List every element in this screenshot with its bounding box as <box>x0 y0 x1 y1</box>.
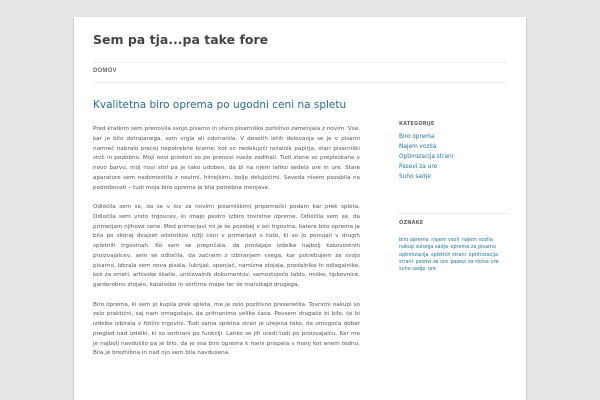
category-link[interactable]: Pasovi za ure <box>399 164 438 170</box>
categories-widget-title: KATEGORIJE <box>399 121 435 127</box>
tag-link[interactable]: nakup suhega sadja <box>399 244 448 251</box>
page-container <box>74 17 526 400</box>
tag-link[interactable]: ure <box>427 266 436 273</box>
site-title[interactable]: Sem pa tja...pa take fore <box>93 32 269 47</box>
post-paragraph: Pred kratkim sem prenovila svojo pisarno in staro pisarniško pohištvo zamenjala z novim. Vse, kar je bilo dotrajanega, sem vrgla ali odstranila. V desetih letih delovanja se je v pisarni namreč nabralo precej nepotrebne krame, kot so nedelujoči rezalnik papirja, stari pisarniški stoli in podobno. Moji novi prostori so po prenovi sveže zadihali. Tudi stene so prepleskane v novo barvo, moj novi stol pa je tako udoben, da bi na njem lahko sedela ure in ure. Stare aparature sem nadomestila z novimi, hitrejšimi, bolje delujočimi. Seveda nisem pozabila na podrobnosti – tudi moja biro oprema je bila potrebna menjave. <box>93 126 360 191</box>
post-paragraph: Biro oprema, ki sem jo kupila prek spleta, me je zelo pozitivno presenetila. Tovrstni nakupi so zelo praktični, saj nam omogočajo, da prihranimo veliko časa. Povsem drugače bi bilo, če bi izdelke izbirala v fizični trgovini. Tudi sama spletna stran je urejena tako, da omogoča dober pregled nad izdelki, ki so sortirani po funkciji. Lahko se jih uredi tudi po proizvajalcu. Kar me je najbolj navdušilo pa je bilo, da je vsa biro oprema k meni prispela v manj kot enem tednu. Bila je brezhibna in nad njo sem bila navdušena. <box>93 301 360 357</box>
tags-widget-title: OZNAKE <box>399 220 424 226</box>
tag-link[interactable]: suho sadje <box>399 266 426 273</box>
category-list <box>399 132 509 182</box>
category-link[interactable]: Najem vozila <box>399 144 437 150</box>
tag-link[interactable]: najem vozila <box>461 237 493 243</box>
tag-link[interactable]: oprema za pisarno <box>450 244 496 251</box>
tag-link[interactable]: spletnih strani <box>431 251 467 258</box>
category-link[interactable]: Suho sadje <box>399 174 431 180</box>
post-title[interactable]: Kvalitetna biro oprema po ugodni ceni na spletu <box>93 99 347 111</box>
post-content <box>93 125 360 369</box>
tag-link[interactable]: pasovi za ročne ure <box>450 258 499 265</box>
category-link[interactable]: Optimizacija strani <box>399 154 454 160</box>
nav-item-home[interactable]: DOMOV <box>93 68 117 74</box>
tags-divider <box>399 213 509 214</box>
post-paragraph: Odločila sem se, da se v lov za novimi pisarniškimi pripomočki podam kar prek spleta. Odločila sem vrsto trgovcev, ki imajo pestro izbiro tovrstne opreme. Odločila sem se, da primerjam njihove cene. Med primerjavi mi je še posebej v oči trgovina, katere biro oprema je bila po skoraj dvajset odstotkov nižji ceni v primerjavi s tisto, ki so jo ponujali v drugih spletnih trgovinah. Ko sem se prepričala, da prodajajo izdelke najbolj kakovostnih proizvajalcev, sem se odločila, da začnem z izbiranjem vsega, kar potrebujem za svojo pisarno. Izbrala sem nova pisala, luknjač, spenjač, namizna stojala, predalnike in odlagalnike, koš za smeti, arhivske škatle, uničevalnik dokumentov, samostojeĉo tablo, miške, tipkovnice, garderobno stojalo, kataloške in sortirne mape ter še marsikajd drugega. <box>93 204 360 288</box>
tag-link[interactable]: najem vozil <box>431 237 460 243</box>
category-link[interactable]: Biro oprema <box>399 134 435 140</box>
tag-link[interactable]: pasovi za ure <box>415 258 449 265</box>
tag-link[interactable]: optimizacija <box>399 251 429 258</box>
tag-cloud <box>399 237 509 273</box>
tag-link[interactable]: optimizacija strani <box>399 251 499 265</box>
tags-widget <box>399 213 509 273</box>
tag-link[interactable]: biro oprema <box>399 237 429 243</box>
nav-divider <box>93 82 507 83</box>
header-divider <box>93 62 507 63</box>
categories-widget <box>399 121 509 182</box>
